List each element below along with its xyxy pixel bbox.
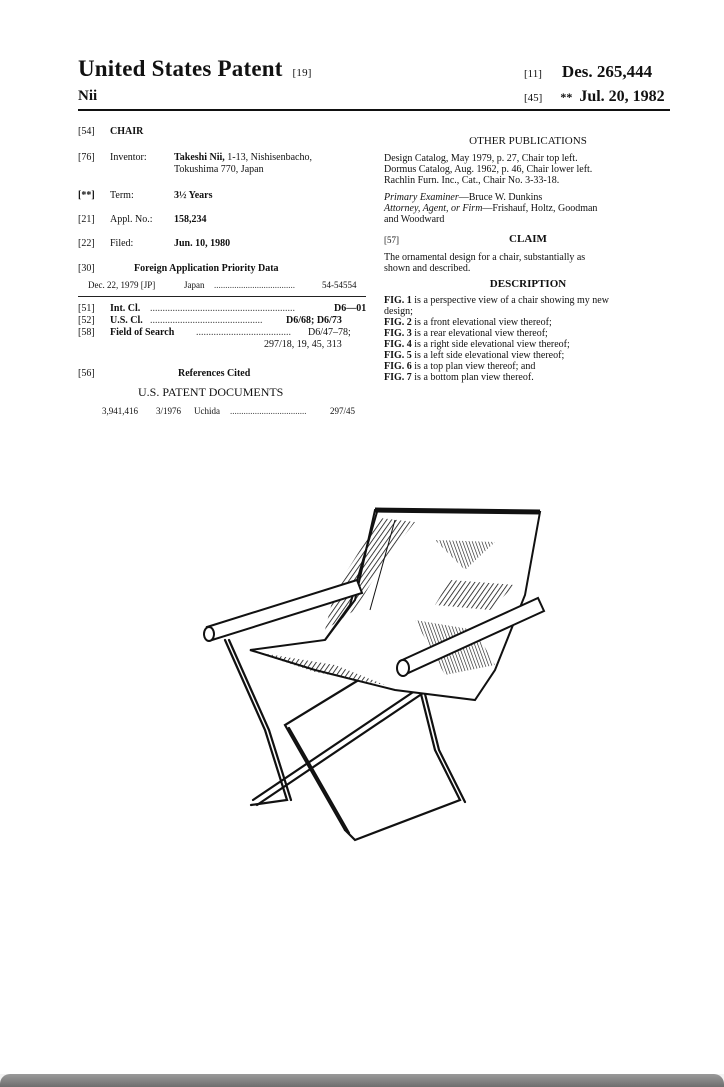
figure-item [384,328,672,339]
figure-text: design; [384,306,413,317]
field-code: [76] [78,152,95,163]
patent-office-title [78,56,312,82]
int-cl-value: D6—01 [334,303,367,314]
field-code: [21] [78,214,95,225]
publication-item: Dormus Catalog, Aug. 1962, p. 46, Chair lower left. [384,164,593,175]
field-code: [30] [78,263,95,274]
title-text: United States Patent [78,56,283,81]
figure-text: is a rear elevational view thereof; [411,328,548,339]
patent-date-mark: ** [560,90,573,104]
figure-text: is a right side elevational view thereof; [411,339,570,350]
figure-text: is a bottom plan view thereof. [411,372,534,383]
patent-date-line [524,88,665,106]
figure-item [384,317,672,328]
header-rule [78,109,670,111]
field-code: [**] [78,190,95,201]
reference-date: 3/1976 [156,406,182,416]
publication-item: Rachlin Furn. Inc., Cat., Chair No. 3-33-18. [384,175,560,186]
figure-item [384,295,672,306]
claim-text-line1: The ornamental design for a chair, substantially as [384,252,586,263]
figure-number: FIG. 7 [384,372,412,383]
figure-number: FIG. 3 [384,328,412,339]
inventor-surname: Nii [78,88,98,104]
invention-title: CHAIR [110,126,144,137]
figure-item [384,361,672,372]
leader-dots: ............................................. [150,315,263,326]
attorney [384,203,672,214]
description-heading: DESCRIPTION [489,278,567,290]
field-label: Term: [110,190,134,201]
term-value: 3½ Years [174,190,213,201]
scroll-bottom-bar [0,1074,724,1087]
figure-text: is a perspective view of a chair showing my new [411,295,609,306]
foreign-priority-heading: Foreign Application Priority Data [134,263,279,274]
search-value-line2: 297/18, 19, 45, 313 [264,339,342,350]
reference-number: 3,941,416 [102,406,138,416]
figure-number: FIG. 4 [384,339,412,350]
claim-code: [57] [384,235,399,245]
field-label: Field of Search [110,327,175,338]
foreign-date: Dec. 22, 1979 [JP] [88,280,156,290]
inventor-name: Takeshi Nii, [174,152,225,163]
leader-dots: .................................. [230,406,307,416]
figure-item [384,350,672,361]
appl-number: 158,234 [174,214,207,225]
field-code: [22] [78,238,95,249]
field-code: [52] [78,315,95,326]
section-rule [78,296,366,297]
patent-number-line [524,62,652,82]
claim-text-line2: shown and described. [384,263,471,274]
figure-number: FIG. 5 [384,350,412,361]
attorney-label: Attorney, Agent, or Firm [384,203,483,214]
reference-name: Uchida [194,406,220,416]
publications-column [384,136,672,383]
field-code: [56] [78,368,95,379]
filed-date: Jun. 10, 1980 [174,238,231,249]
leader-dots: .................................... [214,280,295,290]
attorney-name-line2: and Woodward [384,214,445,225]
search-value: D6/47–78; [308,327,351,338]
foreign-country: Japan [184,280,205,290]
primary-examiner [384,192,672,203]
figure-list [384,295,672,383]
publication-item: Design Catalog, May 1979, p. 27, Chair top left. [384,153,578,164]
reference-class: 297/45 [330,406,356,416]
patent-date-code: [45] [524,92,543,104]
field-label: Int. Cl. [110,303,141,314]
chair-drawing [195,500,555,860]
patent-date: Jul. 20, 1982 [579,88,665,105]
field-code: [54] [78,126,95,137]
field-label: Inventor: [110,152,147,163]
inventor-address-line1: 1-13, Nishisenbacho, [227,152,312,163]
figure-text: is a left side elevational view thereof; [411,350,565,361]
figure-number: FIG. 6 [384,361,412,372]
field-label: U.S. Cl. [110,315,143,326]
leader-dots: ...................................... [196,327,291,338]
patent-number-code: [11] [524,68,542,80]
figure-text: is a top plan view thereof; and [411,361,536,372]
examiner-name: —Bruce W. Dunkins [458,192,543,203]
patent-number: Des. 265,444 [561,62,653,81]
claim-heading: CLAIM [509,233,547,245]
field-code: [58] [78,327,95,338]
title-code: [19] [292,67,312,79]
field-code: [51] [78,303,95,314]
figure-item [384,306,672,317]
field-label: Appl. No.: [110,214,153,225]
attorney-name: —Frishauf, Holtz, Goodman [482,203,598,214]
references-heading: References Cited [178,368,251,379]
us-patent-documents-heading: U.S. PATENT DOCUMENTS [138,385,284,399]
inventor-address-line2: Tokushima 770, Japan [174,164,264,175]
figure-item [384,339,672,350]
other-publications-heading: OTHER PUBLICATIONS [469,135,587,147]
claim-heading-row [384,234,672,248]
field-label: Filed: [110,238,134,249]
figure-text: is a front elevational view thereof; [411,317,552,328]
figure-number: FIG. 1 [384,295,412,306]
leader-dots: .......................................................... [150,303,295,314]
us-cl-value: D6/68; D6/73 [286,315,342,326]
figure-item [384,372,672,383]
foreign-number: 54-54554 [322,280,357,290]
examiner-label: Primary Examiner [384,192,459,203]
figure-number: FIG. 2 [384,317,412,328]
